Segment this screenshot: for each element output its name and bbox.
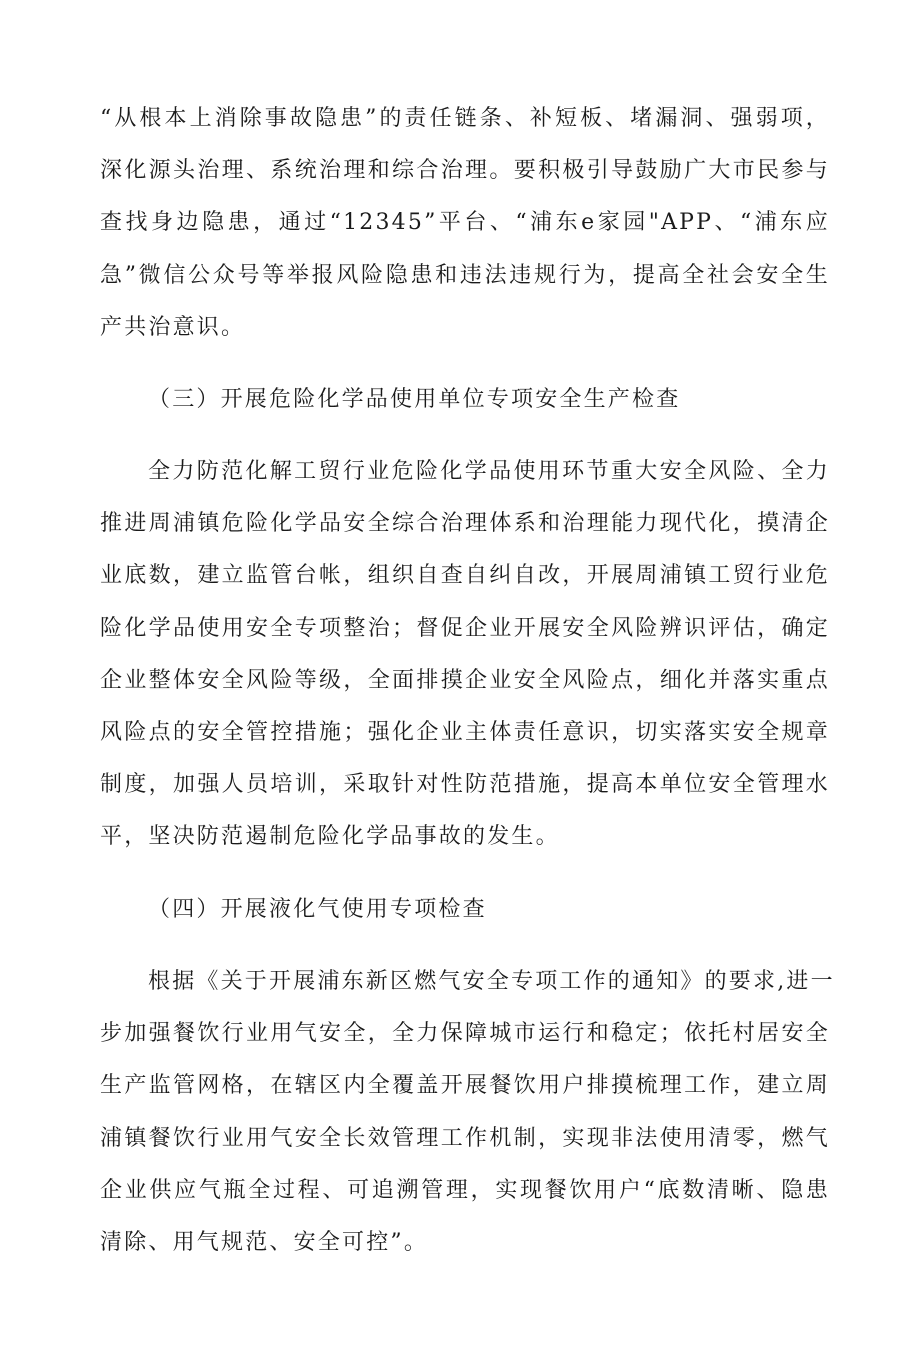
paragraph-2-line-2: 推进周浦镇危险化学品安全综合治理体系和治理能力现代化，摸清企 <box>100 511 830 536</box>
paragraph-2-line-8: 平，坚决防范遏制危险化学品事故的发生。 <box>100 824 560 849</box>
paragraph-2-line-3: 业底数，建立监管台帐，组织自查自纠自改，开展周浦镇工贸行业危 <box>100 563 830 588</box>
paragraph-1-line-2: 深化源头治理、系统治理和综合治理。要积极引导鼓励广大市民参与 <box>100 158 830 183</box>
paragraph-3-line-2: 步加强餐饮行业用气安全，全力保障城市运行和稳定；依托村居安全 <box>100 1021 830 1046</box>
section-heading-4: （四）开展液化气使用专项检查 <box>148 897 487 922</box>
paragraph-2-line-7: 制度，加强人员培训，采取针对性防范措施，提高本单位安全管理水 <box>100 772 830 797</box>
paragraph-2-line-6: 风险点的安全管控措施；强化企业主体责任意识，切实落实安全规章 <box>100 720 830 745</box>
paragraph-2-line-1: 全力防范化解工贸行业危险化学品使用环节重大安全风险、全力 <box>148 459 830 484</box>
paragraph-2-line-4: 险化学品使用安全专项整治；督促企业开展安全风险辨识评估，确定 <box>100 616 830 641</box>
paragraph-3-line-4: 浦镇餐饮行业用气安全长效管理工作机制，实现非法使用清零，燃气 <box>100 1126 830 1151</box>
paragraph-3-line-1: 根据《关于开展浦东新区燃气安全专项工作的通知》的要求,进一 <box>148 969 835 994</box>
paragraph-3-line-3: 生产监管网格，在辖区内全覆盖开展餐饮用户排摸梳理工作，建立周 <box>100 1073 830 1098</box>
paragraph-1-line-1: “从根本上消除事故隐患”的责任链条、补短板、堵漏洞、强弱项， <box>100 106 830 131</box>
paragraph-1-line-5: 产共治意识。 <box>100 315 246 340</box>
paragraph-3-line-6: 清除、用气规范、安全可控”。 <box>100 1230 429 1255</box>
paragraph-1-line-4: 急”微信公众号等举报风险隐患和违法违规行为，提高全社会安全生 <box>100 263 830 288</box>
section-heading-3: （三）开展危险化学品使用单位专项安全生产检查 <box>148 387 681 412</box>
paragraph-1-line-3: 查找身边隐患，通过“12345”平台、“浦东e家园"APP、“浦东应 <box>100 210 830 235</box>
paragraph-3-line-5: 企业供应气瓶全过程、可追溯管理，实现餐饮用户“底数清晰、隐患 <box>100 1178 830 1203</box>
paragraph-2-line-5: 企业整体安全风险等级，全面排摸企业安全风险点，细化并落实重点 <box>100 668 830 693</box>
